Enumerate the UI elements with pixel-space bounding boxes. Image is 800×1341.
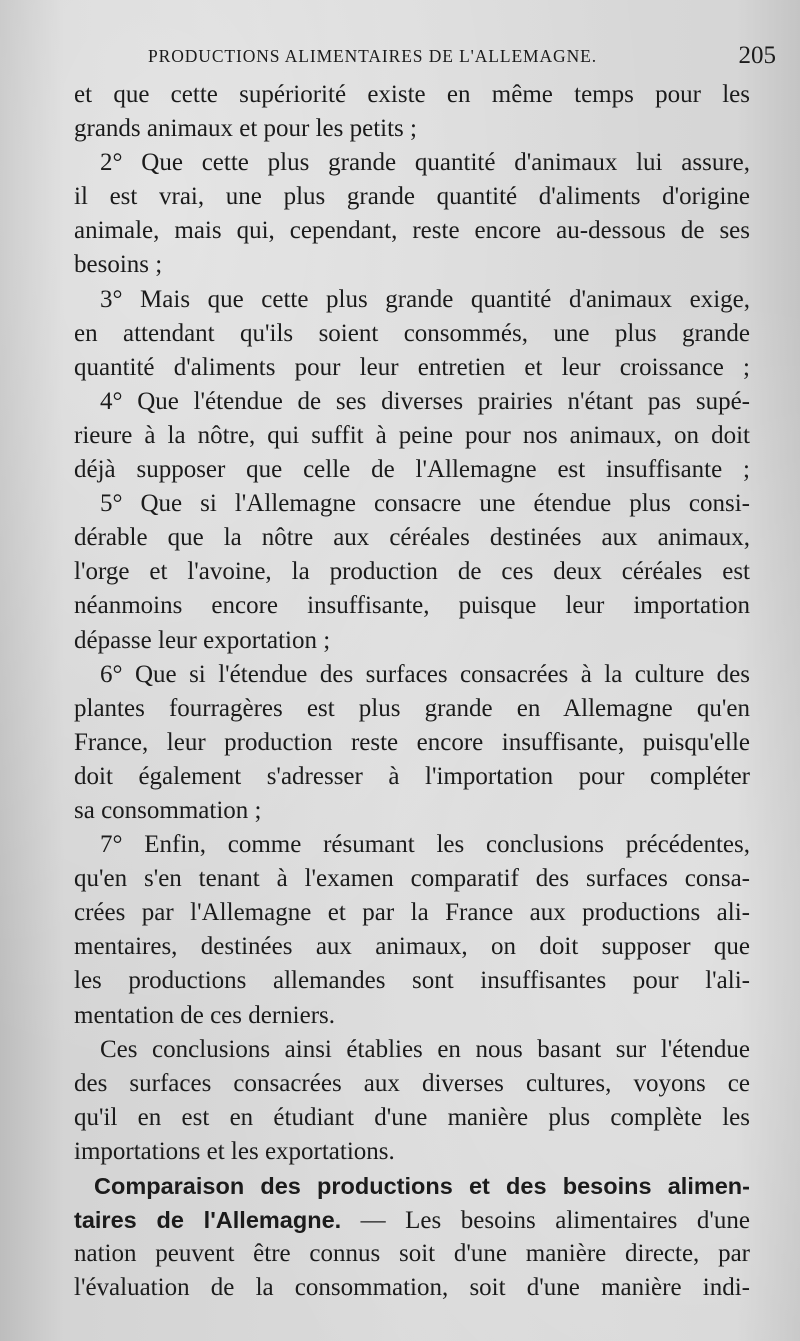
- section-heading-line: [74, 1169, 750, 1203]
- text-line: plantes fourragères est plus grande en Allemagne qu'en: [74, 694, 750, 722]
- text-line: qu'il en est en étudiant d'une manière plus complète les: [74, 1103, 750, 1131]
- text-line: rieure à la nôtre, qui suffit à peine pour nos animaux, on doit: [74, 421, 750, 449]
- text-line: l'orge et l'avoine, la production de ces deux céréales est: [74, 558, 750, 586]
- section-heading-end: taires de l'Allemagne.: [74, 1207, 342, 1234]
- text-line: 6° Que si l'étendue des surfaces consacrées à la culture des: [100, 660, 750, 688]
- text-line: 5° Que si l'Allemagne consacre une étendue plus consi-: [100, 490, 750, 518]
- text-line: 2° Que cette plus grande quantité d'animaux lui assure,: [100, 149, 750, 177]
- page-number: 205: [738, 42, 776, 69]
- text-line: [74, 1203, 750, 1237]
- running-head: [148, 36, 778, 76]
- text-line: sa consommation ;: [74, 796, 262, 824]
- text-line: mentaires, destinées aux animaux, on doit supposer que: [74, 933, 750, 961]
- text-line: crées par l'Allemagne et par la France aux productions ali-: [74, 899, 750, 927]
- body-text: [74, 78, 750, 1305]
- text-line: France, leur production reste encore insuffisante, puisqu'elle: [74, 728, 750, 756]
- text-line: dérable que la nôtre aux céréales destinées aux animaux,: [74, 524, 750, 552]
- text-line: 3° Mais que cette plus grande quantité d'animaux exige,: [100, 285, 750, 313]
- running-title: PRODUCTIONS ALIMENTAIRES DE L'ALLEMAGNE.: [148, 46, 597, 66]
- text-line: les productions allemandes sont insuffisantes pour l'ali-: [74, 967, 750, 995]
- text-line: quantité d'aliments pour leur entretien et leur croissance ;: [74, 353, 750, 381]
- text-line: animale, mais qui, cependant, reste encore au-dessous de ses: [74, 217, 750, 245]
- text-line: qu'en s'en tenant à l'examen comparatif des surfaces consa-: [74, 865, 750, 893]
- text-line: en attendant qu'ils soient consommés, une plus grande: [74, 319, 750, 347]
- text-line: nation peuvent être connus soit d'une manière directe, par: [74, 1240, 750, 1268]
- text-line: et que cette supériorité existe en même temps pour les: [74, 81, 750, 108]
- section-text-start: — Les besoins alimentaires d'une: [341, 1207, 750, 1235]
- text-line: mentation de ces derniers.: [74, 1001, 336, 1029]
- text-line: néanmoins encore insuffisante, puisque leur importation: [74, 592, 750, 620]
- text-line: il est vrai, une plus grande quantité d'aliments d'origine: [74, 183, 750, 211]
- text-line: importations et les exportations.: [74, 1137, 395, 1165]
- text-line: des surfaces consacrées aux diverses cultures, voyons ce: [74, 1069, 750, 1097]
- text-line: Ces conclusions ainsi établies en nous basant sur l'étendue: [100, 1035, 750, 1063]
- text-line: déjà supposer que celle de l'Allemagne est insuffisante ;: [74, 456, 750, 484]
- text-line: l'évaluation de la consommation, soit d'une manière indi-: [74, 1274, 750, 1302]
- text-line: 4° Que l'étendue de ses diverses prairies n'étant pas supé-: [100, 387, 750, 415]
- text-line: besoins ;: [74, 251, 163, 279]
- text-line: doit également s'adresser à l'importation pour compléter: [74, 762, 750, 790]
- text-line: 7° Enfin, comme résumant les conclusions précédentes,: [100, 831, 750, 859]
- text-line: grands animaux et pour les petits ;: [74, 115, 417, 143]
- text-line: dépasse leur exportation ;: [74, 626, 331, 654]
- section-heading: Comparaison des productions et des besoins alimen-: [94, 1173, 750, 1199]
